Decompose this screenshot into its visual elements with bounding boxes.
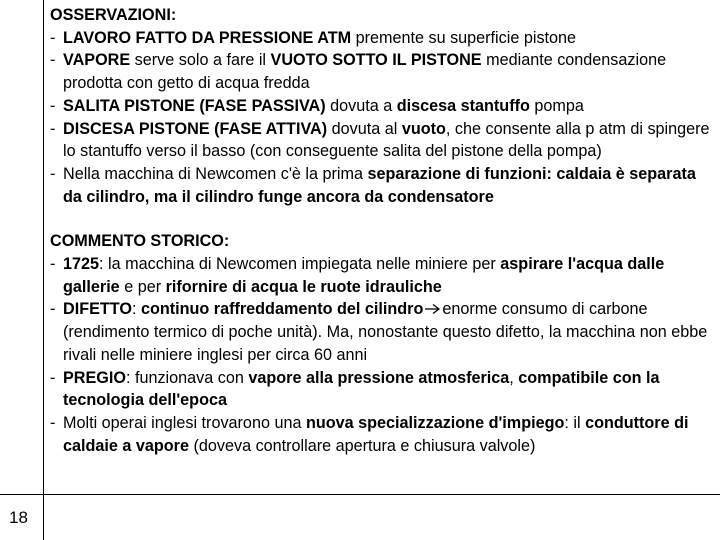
bullet-dash: -: [50, 368, 56, 387]
history-text-run: (doveva controllare apertura e chiusura valvole): [188, 436, 536, 455]
observation-text-run: , che consente alla p atm di spingere lo stantuffo verso il basso (con conseguente salita del pistone della pompa): [63, 119, 710, 161]
bullet-dash: -: [50, 51, 56, 70]
history-text-run: e per: [119, 277, 166, 296]
observation-text-run: premente su superficie pistone: [351, 28, 577, 47]
observations-heading: OSSERVAZIONI:: [50, 6, 177, 24]
history-text-run: enorme consumo di carbone (rendimento termico di poche unità). Ma, nonostante questo difetto, la macchina non ebbe rivali nelle miniere inglesi per circa 60 anni: [63, 300, 708, 364]
history-heading: COMMENTO STORICO:: [50, 232, 230, 251]
observation-text-run: separazione di funzioni: caldaia è separata da cilindro, ma il cilindro funge ancora da condensatore: [63, 164, 696, 206]
observation-item: [50, 118, 716, 163]
observation-text-run: dovuta al: [327, 119, 402, 138]
arrow-right-icon: [424, 303, 441, 315]
bullet-dash: -: [50, 96, 56, 115]
bullet-dash: -: [50, 255, 56, 274]
observation-text-run: mediante condensazione prodotta con getto di acqua fredda: [63, 51, 667, 93]
slide-content: [50, 4, 716, 457]
history-text-run: DIFETTO: [63, 300, 132, 319]
history-text-run: compatibile con la tecnologia dell'epoca: [63, 368, 660, 410]
history-item: [50, 412, 716, 457]
history-text-run: rifornire di acqua le ruote idrauliche: [165, 277, 442, 296]
history-text-run: : la macchina di Newcomen impiegata nelle miniere per: [99, 255, 501, 274]
observation-text-run: DISCESA PISTONE (FASE ATTIVA): [63, 119, 328, 138]
bullet-dash: -: [50, 119, 56, 138]
observation-item: [50, 95, 716, 118]
bullet-dash: -: [50, 28, 56, 47]
observation-text-run: VAPORE: [63, 51, 131, 70]
vertical-rule: [43, 0, 44, 540]
history-text-run: 1725: [63, 255, 100, 274]
observation-item: [50, 49, 716, 94]
observation-text-run: serve solo a fare il: [130, 51, 271, 70]
history-text-run: Molti operai inglesi trovarono una: [63, 413, 306, 432]
history-item: [50, 367, 716, 412]
bullet-dash: -: [50, 164, 56, 183]
history-text-run: continuo raffreddamento del cilindro: [140, 300, 424, 319]
history-text-run: ,: [509, 368, 519, 387]
observation-item: [50, 163, 716, 208]
observation-text-run: LAVORO FATTO DA PRESSIONE ATM: [63, 28, 352, 47]
horizontal-rule: [0, 494, 720, 495]
history-text-run: nuova specializzazione d'impiego: [305, 413, 565, 432]
section-gap: [50, 208, 716, 230]
observation-text-run: dovuta a: [325, 96, 397, 115]
observation-text-run: vuoto: [401, 119, 446, 138]
history-text-run: aspirare l'acqua dalle gallerie: [63, 255, 665, 296]
observation-text-run: Nella macchina di Newcomen c'è la prima: [63, 164, 368, 183]
history-text-run: PREGIO: [63, 368, 126, 387]
observation-text-run: pompa: [529, 96, 584, 115]
history-text-run: vapore alla pressione atmosferica: [248, 368, 510, 387]
observations-list: [50, 27, 716, 209]
page-number: 18: [9, 508, 28, 527]
observation-text-run: discesa stantuffo: [396, 96, 530, 115]
bullet-dash: -: [50, 413, 56, 432]
observation-item: [50, 27, 716, 50]
bullet-dash: -: [50, 300, 56, 319]
history-list: [50, 253, 716, 457]
history-text-run: : funzionava con: [125, 368, 249, 387]
history-item: [50, 253, 716, 298]
history-text-run: : il: [564, 413, 586, 432]
history-text-run: conduttore di caldaie a vapore: [63, 413, 689, 455]
history-item: [50, 298, 716, 366]
observation-text-run: VUOTO SOTTO IL PISTONE: [270, 51, 482, 70]
observation-text-run: SALITA PISTONE (FASE PASSIVA): [63, 96, 326, 115]
history-text-run: :: [131, 300, 141, 319]
